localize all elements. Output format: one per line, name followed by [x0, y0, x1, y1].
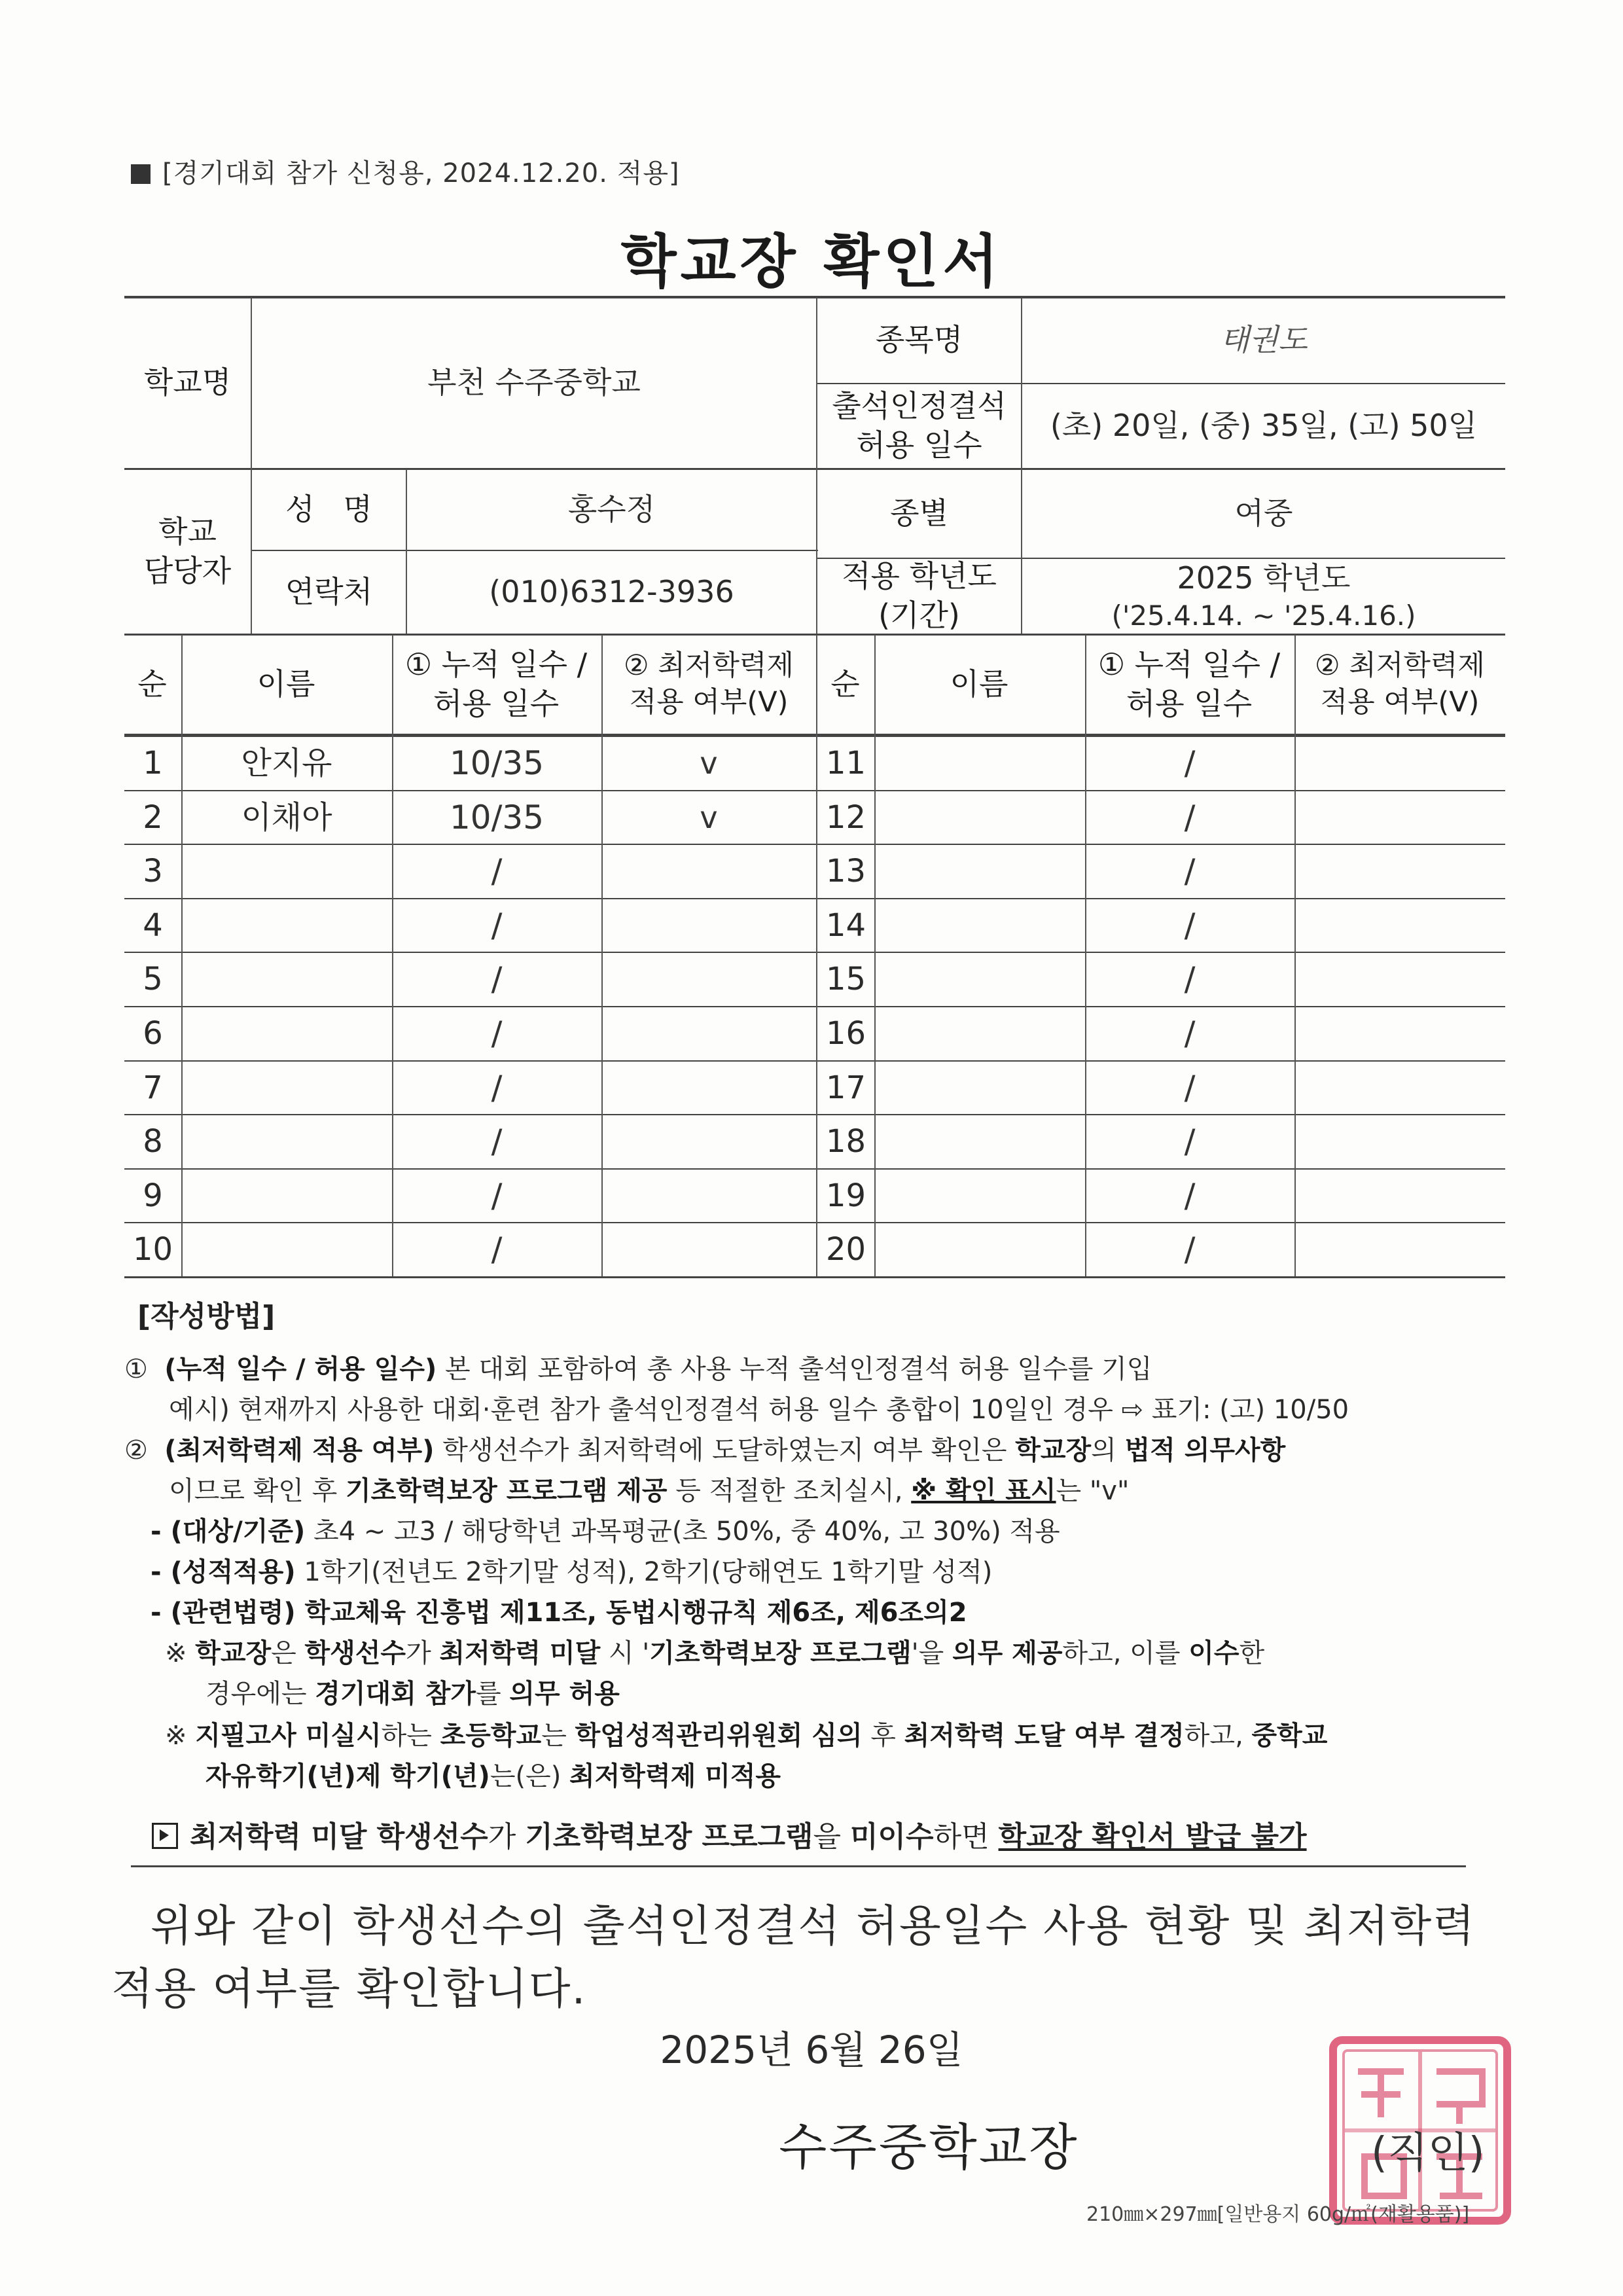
- guide-l5-t: 초4 ~ 고3 / 해당학년 과목평균(초 50%, 중 40%, 고 30%) 적용: [305, 1516, 1060, 1547]
- row-number: 3: [143, 853, 163, 890]
- cumulative-days: /: [491, 852, 503, 890]
- row-number: 17: [825, 1069, 866, 1107]
- cumulative-days: /: [491, 1177, 503, 1215]
- header-min-line2: 적용 여부(V): [1320, 686, 1480, 719]
- guide-l8-t3: 가: [406, 1638, 440, 1668]
- row-number: 13: [825, 853, 866, 890]
- row-number: 15: [825, 961, 866, 998]
- sport-label: 종목명: [875, 322, 963, 358]
- header-cum-line2: 허용 일수: [1126, 686, 1253, 721]
- guide-l5-b: - (대상/기준): [151, 1516, 306, 1547]
- guide-l12-b4: 학교장 확인서 발급 불가: [998, 1820, 1307, 1854]
- student-name: [874, 845, 1085, 898]
- guide-l9-b2: 의무 허용: [509, 1679, 620, 1709]
- cumulative-days: /: [491, 960, 503, 998]
- student-name: [181, 1223, 392, 1276]
- min-standard-check: [1294, 953, 1505, 1006]
- circle-one: ①: [124, 1354, 148, 1384]
- guide-l9-b1: 경기대회 참가: [315, 1679, 476, 1709]
- guide-l8-b5: 의무 제공: [952, 1638, 1063, 1668]
- min-standard-check: [601, 1115, 816, 1168]
- cumulative-days: /: [1184, 1177, 1196, 1215]
- cumulative-days: /: [491, 1122, 503, 1160]
- seal-label: (직인): [1371, 2129, 1485, 2178]
- header-min-left: [601, 636, 816, 733]
- page-title: 학교장 확인서: [620, 228, 1003, 295]
- guide-l6-b: - (성적적용): [151, 1557, 296, 1587]
- student-name: [874, 737, 1085, 790]
- guide-l8-t4: 시 ': [600, 1638, 650, 1668]
- year-label: [817, 559, 1021, 634]
- guide-l12-t3: 하면: [933, 1820, 999, 1854]
- guide-line-11: [205, 1755, 781, 1797]
- guide-line-4: [169, 1470, 1129, 1512]
- manager-label-line2: 담당자: [143, 553, 232, 588]
- guide-l3-b2: 학교장: [1015, 1435, 1092, 1465]
- row-number: 5: [143, 961, 163, 998]
- min-standard-check: [601, 1007, 816, 1060]
- guide-line-5: [151, 1511, 1060, 1552]
- min-standard-check: [1294, 1007, 1505, 1060]
- guide-l8-b6: 이수: [1188, 1638, 1240, 1668]
- guide-l9-t2: 를: [476, 1679, 510, 1709]
- guide-l8-b2: 학생선수: [304, 1638, 406, 1668]
- student-name: [181, 953, 392, 1006]
- student-name: [181, 899, 392, 952]
- year-value: [1022, 559, 1505, 634]
- guide-l3-t2: 의: [1091, 1435, 1125, 1465]
- row-number: 4: [143, 907, 163, 944]
- manager-label: [124, 470, 251, 634]
- sport-value: 태권도: [1220, 322, 1308, 358]
- row-number: 2: [143, 799, 163, 836]
- guide-line-2: 예시) 현재까지 사용한 대회·훈련 참가 출석인정결석 허용 일수 총합이 10일인 경우 ⇨ 표기: (고) 10/50: [169, 1395, 1349, 1425]
- absence-value: (초) 20일, (중) 35일, (고) 50일: [1050, 408, 1478, 444]
- square-bullet-icon: [131, 164, 151, 184]
- guide-l11-b2: 최저학력제 미적용: [569, 1761, 781, 1791]
- guide-l12-t2: 을: [813, 1820, 851, 1854]
- guide-l12-b3: 미이수: [850, 1820, 934, 1854]
- row-number: 18: [825, 1123, 866, 1160]
- table-top-border: [124, 634, 1505, 636]
- guide-l8-t5: '을: [911, 1638, 952, 1668]
- form-tag-text: [경기대회 참가 신청용, 2024.12.20. 적용]: [162, 158, 680, 188]
- guide-l8-b1: 학교장: [195, 1638, 272, 1668]
- name-label: 성 명: [285, 492, 372, 528]
- absence-label-line2: 허용 일수: [856, 427, 982, 463]
- student-name: [874, 1115, 1085, 1168]
- student-name: 이채아: [241, 799, 332, 836]
- min-standard-check: [1294, 899, 1505, 952]
- header-no-right: 순: [830, 666, 860, 702]
- cumulative-days: /: [1184, 960, 1196, 998]
- guide-l10-b3: 학업성적관리위원회 심의: [575, 1721, 863, 1751]
- guide-heading: [작성방법]: [137, 1300, 276, 1333]
- min-standard-check: [1294, 845, 1505, 898]
- row-number: 8: [143, 1123, 163, 1160]
- row-number: 20: [825, 1231, 866, 1268]
- cumulative-days: /: [491, 1230, 503, 1268]
- guide-l8-t7: 한: [1239, 1638, 1265, 1668]
- absence-label: [817, 384, 1021, 468]
- confirm-line-1: 위와 같이 학생선수의 출석인정결석 허용일수 사용 현황 및 최저학력: [151, 1901, 1476, 1951]
- guide-line-10: [165, 1715, 1327, 1757]
- category-value: 여중: [1234, 495, 1293, 531]
- school-value: 부천 수주중학교: [427, 365, 641, 401]
- guide-l3-t1: 학생선수가 최저학력에 도달하였는지 여부 확인은: [434, 1435, 1016, 1465]
- student-name: [874, 1007, 1085, 1060]
- year-value-line1: 2025 학년도: [1177, 560, 1351, 596]
- cumulative-days: /: [1184, 744, 1196, 782]
- cumulative-days: /: [1184, 798, 1196, 836]
- cumulative-days: /: [1184, 906, 1196, 944]
- row-number: 11: [825, 745, 866, 782]
- confirm-text: [111, 1895, 1476, 2020]
- row-number: 6: [143, 1015, 163, 1052]
- cumulative-days: /: [1184, 1122, 1196, 1160]
- cumulative-days: /: [491, 1014, 503, 1052]
- guide-l4-t2: 등 적절한 조치실시,: [667, 1476, 912, 1506]
- cumulative-days: /: [1184, 852, 1196, 890]
- year-value-line2: ('25.4.14. ~ '25.4.16.): [1111, 599, 1416, 632]
- min-standard-check: [601, 845, 816, 898]
- guide-l1-text: 본 대회 포함하여 총 사용 누적 출석인정결석 허용 일수를 기입: [437, 1354, 1152, 1384]
- guide-l10-t5: 하고,: [1184, 1721, 1252, 1751]
- year-label-line2: (기간): [878, 598, 960, 633]
- min-standard-check: [1294, 737, 1505, 790]
- guide-line-3: [124, 1429, 1285, 1471]
- form-tag: [131, 152, 680, 190]
- student-name: [874, 953, 1085, 1006]
- school-label: 학교명: [143, 365, 232, 401]
- guide-l9-t1: 경우에는: [205, 1679, 315, 1709]
- guide-line-9: [205, 1673, 620, 1715]
- cumulative-days: 10/35: [449, 798, 544, 836]
- cumulative-days: 10/35: [449, 744, 544, 782]
- student-name: [181, 1007, 392, 1060]
- cumulative-days: /: [1184, 1230, 1196, 1268]
- row-number: 19: [825, 1177, 866, 1215]
- guide-l1-bold: (누적 일수 / 허용 일수): [164, 1354, 437, 1384]
- confirm-line-2: 적용 여부를 확인합니다.: [111, 1963, 587, 2014]
- cumulative-days: /: [1184, 1014, 1196, 1052]
- guide-l7-b2: 학교체육 진흥법 제11조, 동법시행규칙 제6조, 제6조의2: [295, 1598, 967, 1628]
- guide-l10-t3: 는: [541, 1721, 575, 1751]
- student-name: [181, 1170, 392, 1223]
- guide-l4-b1: 기초학력보장 프로그램 제공: [345, 1476, 668, 1506]
- guide-l10-b2: 초등학교: [440, 1721, 542, 1751]
- row-number: 1: [143, 745, 163, 782]
- guide-l4-t1: 이므로 확인 후: [169, 1476, 346, 1506]
- guide-line-6: [151, 1551, 992, 1593]
- signer-name: 수주중학교장: [779, 2118, 1079, 2176]
- guide-l11-t1: 는(은): [490, 1761, 570, 1791]
- guide-l3-b1: (최저학력제 적용 여부): [164, 1435, 435, 1465]
- guide-l10-b5: 중학교: [1251, 1721, 1328, 1751]
- guide-line-1: [124, 1348, 1152, 1390]
- min-standard-check: [601, 1223, 816, 1276]
- row-number: 9: [143, 1177, 163, 1215]
- header-min-line1: ② 최저학력제: [1315, 649, 1485, 683]
- header-cum-right: [1085, 636, 1293, 733]
- min-standard-check: v: [700, 745, 718, 781]
- guide-l4-t3: 는 "v": [1056, 1476, 1130, 1506]
- guide-l4-b2: ※ 확인 표시: [911, 1476, 1056, 1506]
- guide-l11-b1: 자유학기(년)제 학기(년): [205, 1761, 490, 1791]
- student-name: [874, 1170, 1085, 1223]
- contact-value: (010)6312-3936: [489, 574, 734, 610]
- min-standard-check: [1294, 1223, 1505, 1276]
- guide-warning: [152, 1813, 1307, 1855]
- name-value: 홍수정: [567, 492, 656, 528]
- guide-l10-t2: 하는: [381, 1721, 440, 1751]
- row-number: 12: [825, 799, 866, 836]
- student-name: [874, 899, 1085, 952]
- contact-label: 연락처: [285, 574, 373, 610]
- guide-l8-t1: ※: [165, 1638, 196, 1668]
- guide-l10-t1: ※: [165, 1721, 196, 1751]
- guide-line-7: [151, 1592, 967, 1634]
- confirm-date: 2025년 6월 26일: [660, 2028, 963, 2072]
- guide-l12-t1: 가: [488, 1820, 526, 1854]
- guide-l7-b1: - (관련법령): [151, 1598, 296, 1628]
- min-standard-check: [1294, 1062, 1505, 1115]
- student-name: [181, 1115, 392, 1168]
- guide-l12-b1: 최저학력 미달 학생선수: [190, 1820, 488, 1854]
- min-standard-check: [601, 1170, 816, 1223]
- header-name-right: 이름: [950, 666, 1008, 702]
- header-min-line2: 적용 여부(V): [629, 686, 789, 719]
- min-standard-check: [1294, 1115, 1505, 1168]
- header-no-left: 순: [137, 666, 167, 702]
- category-label: 종별: [890, 495, 948, 531]
- guide-l8-b4: 기초학력보장 프로그램: [649, 1638, 912, 1668]
- guide-l12-b2: 기초학력보장 프로그램: [525, 1820, 813, 1854]
- header-cum-left: [392, 636, 600, 733]
- guide-l3-b3: 법적 의무사항: [1124, 1435, 1286, 1465]
- cumulative-days: /: [1184, 1069, 1196, 1107]
- min-standard-check: [1294, 791, 1505, 844]
- min-standard-check: [601, 1062, 816, 1115]
- box-arrow-icon: [152, 1823, 178, 1849]
- student-name: [181, 1062, 392, 1115]
- min-standard-check: [601, 953, 816, 1006]
- row-number: 14: [825, 907, 866, 944]
- guide-l10-t4: 후: [862, 1721, 904, 1751]
- table-row-line: [124, 1276, 1505, 1278]
- paper-spec-footer: 210㎜×297㎜[일반용지 60g/㎡(재활용품)]: [1086, 2203, 1470, 2226]
- guide-l10-b1: 지필고사 미실시: [195, 1721, 382, 1751]
- cumulative-days: /: [491, 1069, 503, 1107]
- header-min-right: [1294, 636, 1505, 733]
- row-number: 16: [825, 1015, 866, 1052]
- manager-label-line1: 학교: [158, 514, 217, 550]
- student-name: [874, 1223, 1085, 1276]
- absence-label-line1: 출석인정결석: [832, 388, 1007, 424]
- min-standard-check: [1294, 1170, 1505, 1223]
- guide-l6-t: 1학기(전년도 2학기말 성적), 2학기(당해연도 1학기말 성적): [295, 1557, 993, 1587]
- student-name: [874, 791, 1085, 844]
- min-standard-check: v: [700, 799, 718, 835]
- cumulative-days: /: [491, 906, 503, 944]
- min-standard-check: [601, 899, 816, 952]
- guide-l10-b4: 최저학력 도달 여부 결정: [904, 1721, 1185, 1751]
- student-name: [874, 1062, 1085, 1115]
- guide-divider: [131, 1865, 1466, 1867]
- row-number: 10: [132, 1231, 173, 1268]
- header-min-line1: ② 최저학력제: [624, 649, 794, 683]
- guide-l8-t6: 하고, 이를: [1062, 1638, 1189, 1668]
- guide-line-8: [165, 1632, 1264, 1674]
- header-cum-line2: 허용 일수: [433, 686, 560, 721]
- row-number: 7: [143, 1069, 163, 1107]
- guide-l8-b3: 최저학력 미달: [439, 1638, 601, 1668]
- student-name: 안지유: [241, 745, 332, 782]
- circle-two: ②: [124, 1435, 148, 1465]
- header-name-left: 이름: [257, 666, 315, 702]
- header-cum-line1: ① 누적 일수 /: [404, 647, 588, 683]
- header-cum-line1: ① 누적 일수 /: [1097, 647, 1281, 683]
- guide-l8-t2: 은: [271, 1638, 305, 1668]
- student-name: [181, 845, 392, 898]
- year-label-line1: 적용 학년도: [842, 558, 997, 594]
